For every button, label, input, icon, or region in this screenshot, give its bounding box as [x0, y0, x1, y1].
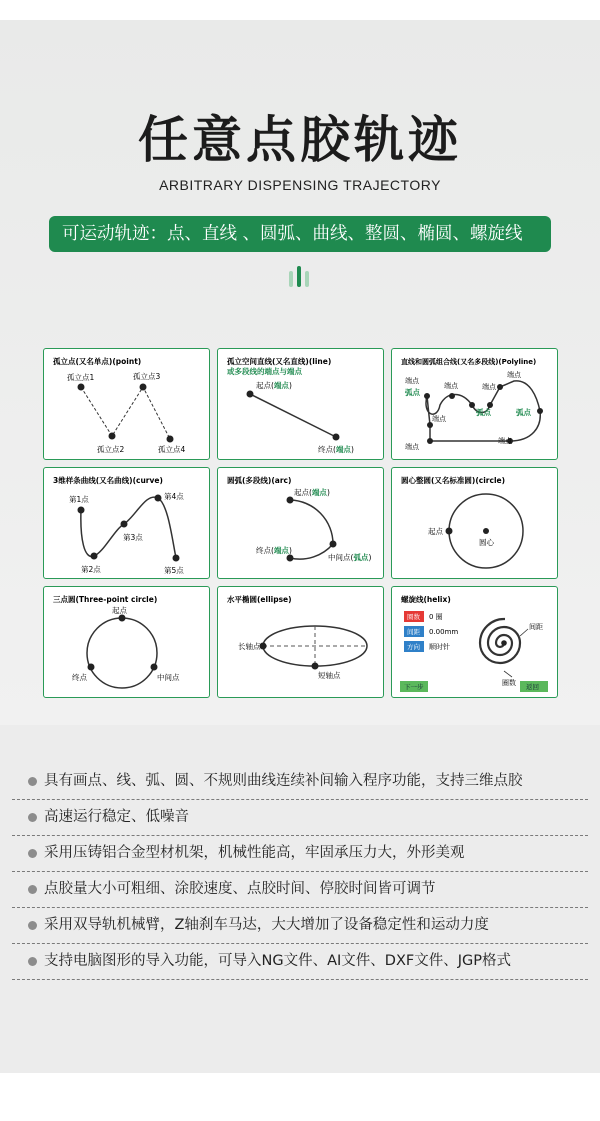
curve-label: 第1点: [69, 495, 89, 504]
bullet-icon: [28, 921, 37, 930]
list-item: [12, 872, 588, 908]
endpoint-label: 端点: [405, 377, 419, 385]
next-button-label: 下一步: [404, 683, 424, 691]
ellipse-short-label: 短轴点: [318, 671, 341, 680]
card-title: 孤立空间直线(又名直线)(line): [227, 357, 332, 366]
curve-label: 第3点: [123, 533, 143, 542]
three-point-label: 中间点: [157, 673, 180, 682]
endpoint-label: 端点: [507, 371, 521, 379]
curve-marker: [155, 495, 162, 502]
ellipse-short-marker: [312, 663, 319, 670]
list-item: [12, 908, 588, 944]
curve-marker: [91, 553, 98, 560]
card-title: 螺旋线(helix): [401, 595, 451, 604]
arc-start-marker: [287, 497, 294, 504]
line-start-label: 起点(端点): [256, 381, 292, 390]
endpoint-label: 端点: [482, 383, 496, 391]
point-label: 孤立点4: [158, 445, 186, 454]
three-point-marker: [119, 615, 126, 622]
turns-tag-label: 圈数: [407, 613, 420, 621]
card-subtitle: 或多段线的端点与端点: [227, 367, 302, 376]
spacing-tag-label: 间距: [407, 628, 420, 636]
polyline-marker: [537, 408, 543, 414]
curve-diagram: [44, 468, 210, 579]
helix-turns-label: 圈数: [502, 679, 516, 687]
circle-center-marker: [483, 528, 489, 534]
card-title: 直线和圆弧组合线(又名多段线)(Polyline): [401, 358, 537, 366]
list-item: [12, 800, 588, 836]
page-background: [0, 20, 600, 1073]
arc-start-label: 起点(端点): [294, 488, 330, 497]
hero-section: [0, 20, 600, 725]
page-subtitle: ARBITRARY DISPENSING TRAJECTORY: [159, 177, 441, 193]
three-point-label: 起点: [112, 606, 127, 615]
curve-label: 第4点: [164, 492, 184, 501]
curve-label: 第5点: [164, 566, 184, 575]
line-end-label: 终点(端点): [318, 445, 354, 454]
spacing-value: 0.00mm: [429, 628, 459, 636]
feature-text: 具有画点、线、弧、圆、不规则曲线连续补间输入程序功能，支持三维点胶: [44, 773, 523, 789]
bullet-icon: [28, 777, 37, 786]
point-label: 孤立点3: [133, 372, 161, 381]
endpoint-label: 端点: [444, 382, 458, 390]
ellipse-long-label: 长轴点: [238, 642, 261, 651]
page-title: 任意点胶轨迹: [138, 111, 462, 169]
circle-diagram: [392, 468, 558, 579]
card-circle: [391, 467, 558, 579]
polyline-diagram: [392, 349, 558, 460]
bars-icon: [289, 266, 313, 288]
turns-value: 0 圈: [429, 613, 443, 621]
point-label: 孤立点1: [67, 373, 95, 382]
endpoint-label: 端点: [432, 415, 446, 423]
feature-text: 采用双导轨机械臂，Z轴刹车马达，大大增加了设备稳定性和运动力度: [44, 917, 489, 933]
card-ellipse: [217, 586, 384, 698]
point-marker: [167, 436, 174, 443]
polyline-marker: [427, 438, 433, 444]
ellipse-long-marker: [260, 643, 267, 650]
arc-mid-label: 中间点(弧点): [328, 553, 372, 562]
polyline-marker: [449, 393, 455, 399]
card-line: [217, 348, 384, 460]
direction-value: 顺时针: [429, 643, 450, 651]
polyline-marker: [424, 393, 430, 399]
line-start-marker: [247, 391, 254, 398]
arc-end-label: 终点(端点): [256, 546, 292, 555]
trajectory-banner: 可运动轨迹：点、直线 、圆弧、曲线、整圆、椭圆、螺旋线: [49, 216, 551, 252]
three-point-label: 终点: [72, 673, 87, 682]
circle-center-label: 圆心: [479, 538, 494, 547]
bullet-icon: [28, 885, 37, 894]
line-end-marker: [333, 434, 340, 441]
card-polyline: [391, 348, 558, 460]
polyline-marker: [497, 384, 503, 390]
bullet-icon: [28, 849, 37, 858]
feature-text: 支持电脑图形的导入功能，可导入NG文件、AI文件、DXF文件、JGP格式: [44, 953, 511, 969]
card-title: 孤立点(又名单点)(point): [53, 357, 142, 366]
three-point-marker: [151, 664, 158, 671]
feature-text: 高速运行稳定、低噪音: [44, 809, 189, 825]
curve-marker: [78, 507, 85, 514]
helix-diagram: [392, 587, 558, 698]
arc-mid-marker: [330, 541, 337, 548]
endpoint-label: 端点: [498, 437, 512, 445]
card-curve: [43, 467, 210, 579]
card-point: [43, 348, 210, 460]
feature-text: 点胶量大小可粗细、涂胶速度、点胶时间、停胶时间皆可调节: [44, 881, 436, 897]
list-item: [12, 764, 588, 800]
back-button-label: 返回: [526, 683, 539, 691]
point-label: 孤立点2: [97, 445, 125, 454]
feature-text: 采用压铸铝合金型材机架，机械性能高，牢固承压力大，外形美观: [44, 845, 465, 861]
arc-end-marker: [287, 555, 294, 562]
three-point-marker: [88, 664, 95, 671]
card-title: 圆弧(多段线)(arc): [227, 476, 292, 485]
direction-tag-label: 方向: [407, 643, 420, 651]
card-title: 3维样条曲线(又名曲线)(curve): [53, 476, 163, 485]
ellipse-diagram: [218, 587, 384, 698]
bullet-icon: [28, 813, 37, 822]
helix-center-marker: [501, 640, 507, 646]
list-item: [12, 944, 588, 980]
feature-list: [12, 764, 588, 980]
bullet-icon: [28, 957, 37, 966]
point-marker: [109, 433, 116, 440]
curve-marker: [173, 555, 180, 562]
three-point-diagram: [44, 587, 210, 698]
arc-label: 弧点: [476, 408, 491, 417]
list-item: [12, 836, 588, 872]
point-marker: [78, 384, 85, 391]
polyline-marker: [469, 402, 475, 408]
point-diagram: [44, 349, 210, 460]
helix-spacing-label: 间距: [529, 623, 543, 631]
card-three-point-circle: [43, 586, 210, 698]
curve-marker: [121, 521, 128, 528]
curve-label: 第2点: [81, 565, 101, 574]
card-title: 圆心整圆(又名标准圆)(circle): [401, 476, 506, 485]
arc-diagram: [218, 468, 384, 579]
line-diagram: [218, 349, 384, 460]
circle-start-label: 起点: [428, 527, 443, 536]
circle-start-marker: [446, 528, 453, 535]
endpoint-label: 端点: [405, 443, 419, 451]
card-title: 三点圆(Three-point circle): [53, 595, 158, 604]
card-arc: [217, 467, 384, 579]
arc-label: 弧点: [516, 408, 531, 417]
arc-label: 弧点: [405, 388, 420, 397]
card-title: 水平椭圆(ellipse): [227, 595, 292, 604]
card-helix: [391, 586, 558, 698]
point-marker: [140, 384, 147, 391]
